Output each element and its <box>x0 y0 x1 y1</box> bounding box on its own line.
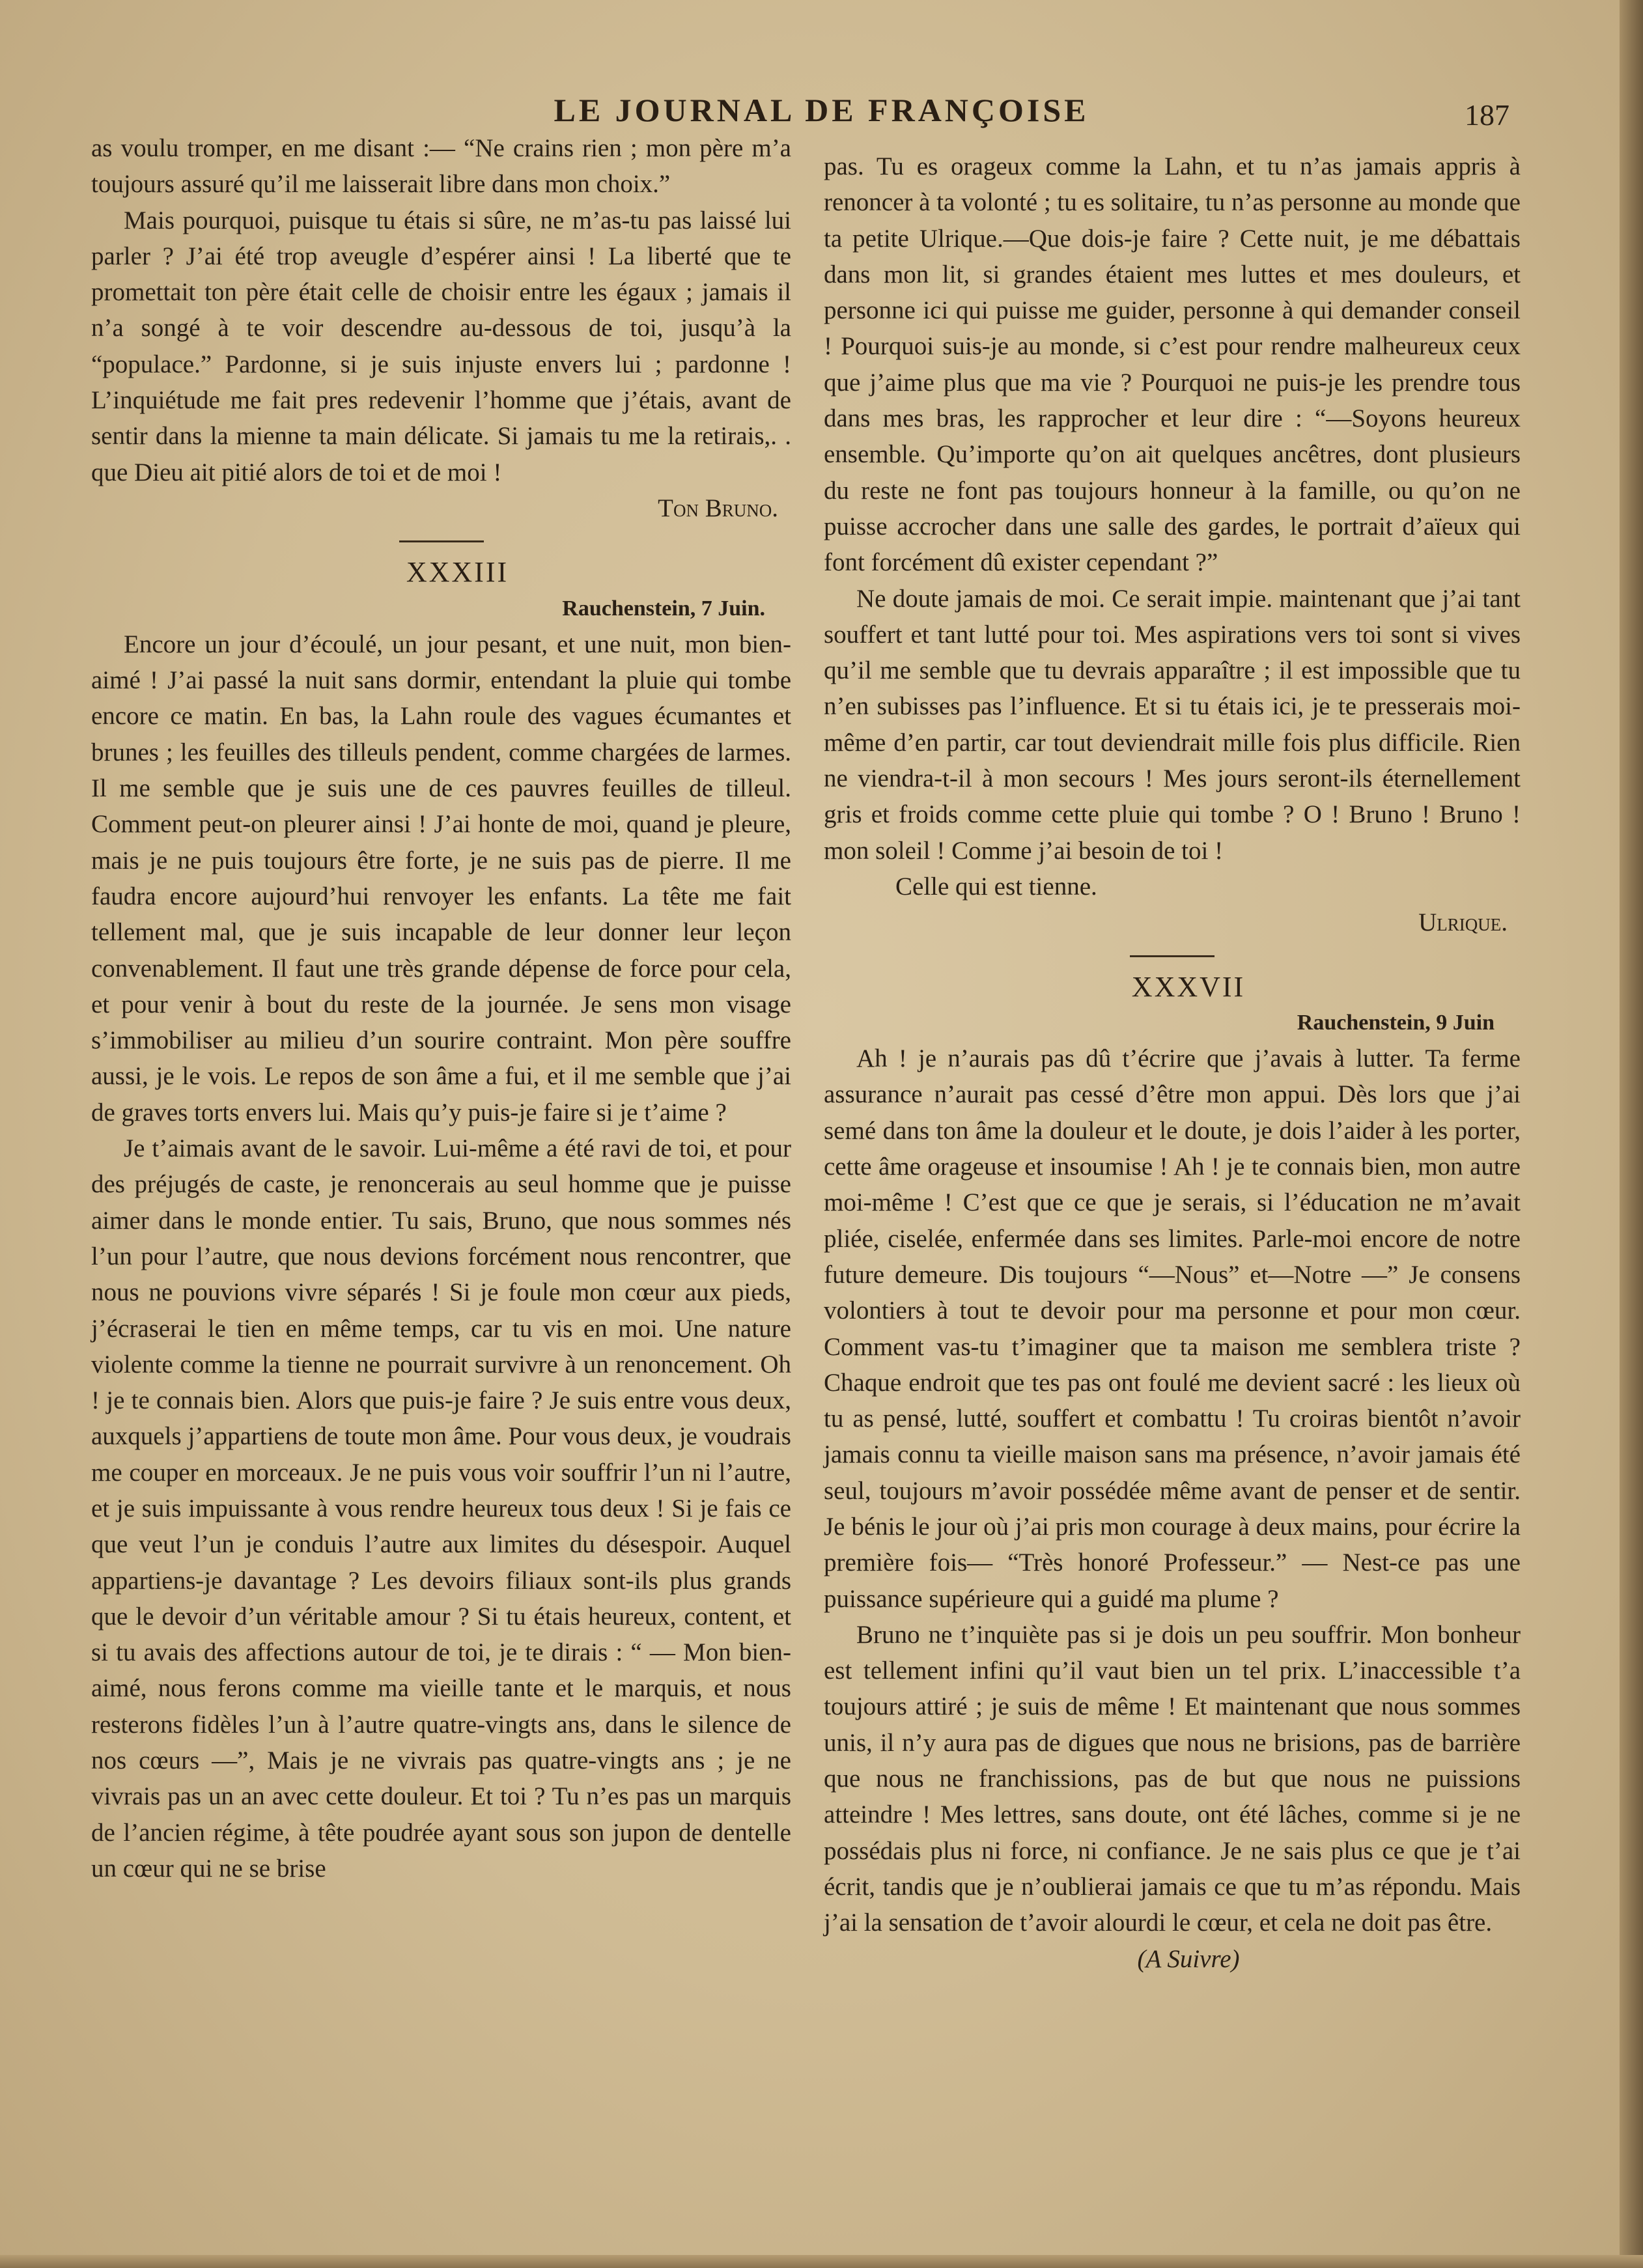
section-number: XXXVII <box>1131 970 1246 1003</box>
left-column <box>91 130 791 1886</box>
page-number: 187 <box>1465 98 1510 132</box>
letter-closing: Celle qui est tienne. <box>895 872 1097 901</box>
paragraph: pas. Tu es orageux comme la Lahn, et tu n’as jamais appris à renoncer à ta volonté ; tu es solitaire, tu n’as personne au monde que ta petite Ulrique.—Que dois-je faire ? Cette nuit, je me débattais dans mon lit, si grandes étaient mes luttes et mes douleurs, et personne ici qui puisse me guider, personne à qui demander conseil ! Pourquoi suis-je au monde, si c’est pour rendre malheureux ceux que j’aime plus que ma vie ? Pourquoi ne puis-je les prendre tous dans mes bras, les rapprocher et leur dire : “—Soyons heureux ensemble. Qu’importe qu’on ait quelques ancêtres, dont plusieurs du reste ne font pas toujours honneur à la famille, ou qu’on ne puisse accrocher dans une salle des gardes, le portrait d’aïeux qui font forcément dû exister cependant ?” <box>824 152 1521 577</box>
page-bottom-edge <box>0 2255 1643 2268</box>
letter-signature: Ulrique. <box>1418 908 1508 937</box>
dateline: Rauchenstein, 7 Juin. <box>562 596 765 621</box>
paragraph: Ne doute jamais de moi. Ce serait impie. maintenant que j’ai tant souffert et tant lutté pour toi. Mes aspirations vers toi sont si vives qu’il me semble que tu devrais apparaître ; il est impossible que tu n’en subisses pas l’influence. Et si tu étais ici, je te presserais moi-même d’en partir, car tout deviendrait mille fois plus difficile. Rien ne viendra-t-il à mon secours ! Mes jours seront-ils éternellement gris et froids comme cette pluie qui tombe ? O ! Bruno ! Bruno ! mon soleil ! Comme j’ai besoin de toi ! <box>824 584 1521 865</box>
dateline: Rauchenstein, 9 Juin <box>1297 1010 1495 1035</box>
binding-edge <box>1620 0 1643 2268</box>
paragraph: Mais pourquoi, puisque tu étais si sûre, ne m’as-tu pas laissé lui parler ? J’ai été trop aveugle d’espérer ainsi ! La liberté que te promettait ton père était celle de choisir entre les égaux ; jamais il n’a songé à te voir descendre au-dessous de toi, jusqu’à la “populace.” Pardonne, si je suis injuste envers lui ; pardonne ! L’inquiétude me fait pres redevenir l’homme que j’étais, avant de sentir dans la mienne ta main délicate. Si jamais tu me la retirais,. . que Dieu ait pitié alors de toi et de moi ! <box>91 206 791 486</box>
paragraph: Je t’aimais avant de le savoir. Lui-même a été ravi de toi, et pour des préjugés de caste, je renoncerais au seul homme que je puisse aimer dans le monde entier. Tu sais, Bruno, que nous sommes nés l’un pour l’autre, que nous devions forcément nous rencontrer, que nous ne pouvions vivre séparés ! Si je foule mon cœur aux pieds, j’écraserai le tien en même temps, car tu vis en moi. Une nature violente comme la tienne ne pourrait survivre à un renoncement. Oh ! je te connais bien. Alors que puis-je faire ? Je suis entre vous deux, auxquels j’appartiens de toute mon âme. Pour vous deux, je voudrais me couper en morceaux. Je ne puis vous voir souffrir l’un ni l’autre, et je suis impuissante à vous rendre heureux tous deux ! Si je fais ce que veut l’un je conduis l’autre aux limites du désespoir. Auquel appartiens-je davantage ? Les devoirs filiaux sont-ils plus grands que le devoir d’un véritable amour ? Si tu étais heureux, content, et si tu avais des affections autour de toi, je te dirais : “ — Mon bien-aimé, nous ferons comme ma vieille tante et le marquis, et nous resterons fidèles l’un à l’autre quatre-vingts ans, dans le silence de nos cœurs —”, Mais je ne vivrais pas quatre-vingts ans ; je ne vivrais pas un an avec cette douleur. Et toi ? Tu n’es pas un marquis de l’ancien régime, à tête poudrée ayant sous son jupon de dentelle un cœur qui ne se brise <box>91 1134 791 1883</box>
section-number: XXXIII <box>406 556 509 589</box>
letter-signature: Ton Bruno. <box>658 494 778 522</box>
section-divider <box>1130 955 1215 957</box>
paragraph: Ah ! je n’aurais pas dû t’écrire que j’avais à lutter. Ta ferme assurance n’aurait pas cessé d’être mon appui. Dès lors que j’ai semé dans ton âme la douleur et le doute, je dois l’aider à les porter, cette âme orageuse et insoumise ! Ah ! je te connais bien, mon autre moi-même ! C’est que ce que je serais, si l’éducation ne m’avait pliée, ciselée, enfermée dans ses limites. Parle-moi encore de notre future demeure. Dis toujours “—Nous” et—Notre —” Je consens volontiers à tout te devoir pour ma personne et pour mon cœur. Comment vas-tu t’imaginer que ta maison me semblera triste ? Chaque endroit que tes pas ont foulé me devient sacré : les lieux où tu as pensé, lutté, souffert et combattu ! Tu croiras bientôt n’avoir jamais connu ta vieille maison sans ma présence, n’avoir jamais été seul, toujours m’avoir possédée même avant de penser et de sentir. Je bénis le jour où j’ai pris mon courage à deux mains, pour écrire la première fois— “Très honoré Professeur.” — Nest-ce pas une puissance supérieure qui a guidé ma plume ? <box>824 1044 1521 1613</box>
paragraph: Encore un jour d’écoulé, un jour pesant, et une nuit, mon bien-aimé ! J’ai passé la nuit sans dormir, entendant la pluie qui tombe encore ce matin. En bas, la Lahn roule des vagues écumantes et brunes ; les feuilles des tilleuls pendent, comme chargées de larmes. Il me semble que je suis une de ces pauvres feuilles de tilleul. Comment peut-on pleurer ainsi ! J’ai honte de moi, quand je pleure, mais je ne puis toujours être forte, je ne suis pas de pierre. Il me faudra encore aujourd’hui renvoyer les enfants. La tête me fait tellement mal, que je suis incapable de leur donner leur leçon convenablement. Il faut une très grande dépense de force pour cela, et pour venir à bout du reste de la journée. Je sens mon visage s’immobiliser au milieu d’un sourire contraint. Mon père souffre aussi, je le vois. Le repos de son âme a fui, et il me semble que j’ai de graves torts envers lui. Mais qu’y puis-je faire si je t’aime ? <box>91 630 791 1127</box>
running-title: LE JOURNAL DE FRANÇOISE <box>554 92 1089 128</box>
paragraph: Bruno ne t’inquiète pas si je dois un peu souffrir. Mon bonheur est tellement infini qu’il vaut bien un tel prix. L’inaccessible t’a toujours attiré ; je suis de même ! Et maintenant que nous sommes unis, il n’y aura pas de digues que nous ne brisions, pas de barrière que nous ne franchissions, pas de but que nous ne puissions atteindre ! Mes lettres, sans doute, ont été lâches, comme si je ne possédais plus ni force, ni confiance. Je ne sais plus ce que je t’ai écrit, tandis que je n’oublierai jamais ce que tu m’as répondu. Mais j’ai la sensation de t’avoir alourdi le cœur, et cela ne doit pas être. <box>824 1620 1521 1937</box>
paragraph: as voulu tromper, en me disant :— “Ne crains rien ; mon père m’a toujours assuré qu’il me laisserait libre dans mon choix.” <box>91 134 791 199</box>
section-divider <box>399 540 484 542</box>
continued-note: (A Suivre) <box>1137 1944 1240 1973</box>
right-column <box>824 148 1521 1977</box>
